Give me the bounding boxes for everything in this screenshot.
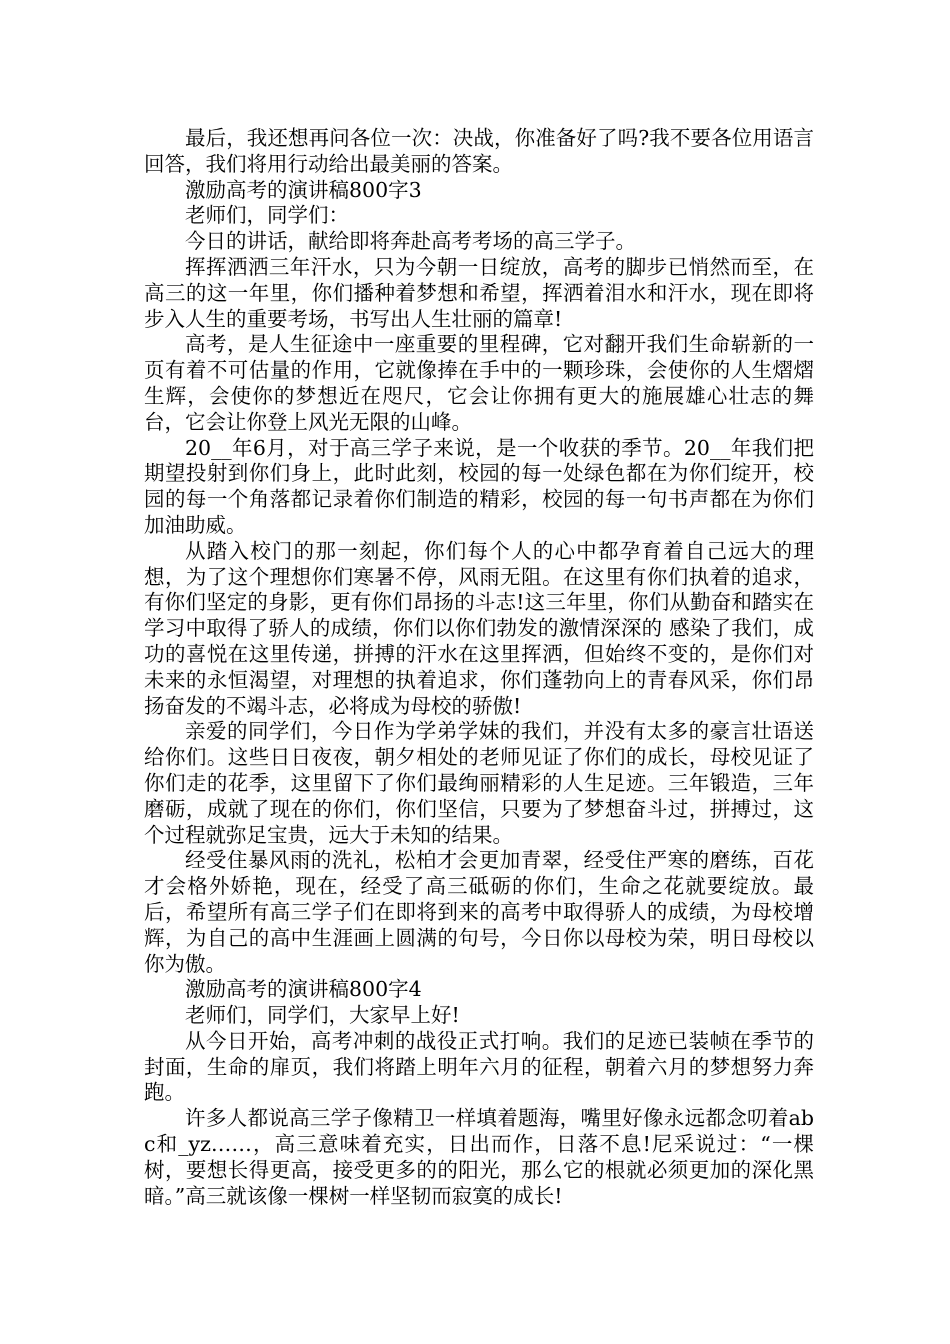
paragraph-ideals: 从踏入校门的那一刻起，你们每个人的心中都孕育着自己远大的理想，为了这个理想你们寒暑不停，风雨无阻。在这里有你们执着的追求，有你们坚定的身影，更有你们昂扬的斗志!这三年里，你们从勤奋和踏实在学习中取得了骄人的成绩，你们以你们勃发的激情深深的 感染了我们，成功的喜悦在这里传递，拼搏的汗水在这里挥洒，但始终不变的，是你们对未来的永恒渴望，对理想的执着追求，你们蓬勃向上的青春风采，你们昂扬奋发的不竭斗志，必将成为母校的骄傲! [144, 538, 814, 718]
paragraph-storm-baptism: 经受住暴风雨的洗礼，松柏才会更加青翠，经受住严寒的磨练，百花才会格外娇艳，现在，经受了高三砥砺的你们，生命之花就要绽放。最后，希望所有高三学子们在即将到来的高考中取得骄人的成绩，为母校增辉，为自己的高中生涯画上圆满的句号，今日你以母校为荣，明日母校以你为傲。 [144, 848, 814, 976]
paragraph-three-years: 挥挥洒洒三年汗水，只为今朝一日绽放，高考的脚步已悄然而至，在高三的这一年里，你们播种着梦想和希望，挥洒着泪水和汗水，现在即将步入人生的重要考场，书写出人生壮丽的篇章! [144, 254, 814, 331]
document-body [144, 126, 814, 1209]
salutation-3: 老师们，同学们： [185, 203, 349, 228]
paragraph-dear-classmates: 亲爱的同学们，今日作为学弟学妹的我们，并没有太多的豪言壮语送给你们。这些日日夜夜，朝夕相处的老师见证了你们的成长，母校见证了你们走的花季，这里留下了你们最绚丽精彩的人生足迹。三年锻造，三年磨砺，成就了现在的你们，你们坚信，只要为了梦想奋斗过，拼搏过，这个过程就弥足宝贵，远大于未知的结果。 [144, 719, 814, 847]
salutation-4: 老师们，同学们，大家早上好! [185, 1003, 460, 1028]
paragraph-sprint-begins: 从今日开始，高考冲刺的战役正式打响。我们的足迹已装帧在季节的封面，生命的扉页，我们将踏上明年六月的征程，朝着六月的梦想努力奔跑。 [144, 1028, 814, 1105]
paragraph-senior-year-tree: 许多人都说高三学子像精卫一样填着题海，嘴里好像永远都念叨着abc和_yz……，高三意味着充实，日出而作，日落不息!尼采说过：“一棵树，要想长得更高，接受更多的的阳光，那么它的根就必须更加的深化黑暗。”高三就该像一棵树一样坚韧而寂寞的成长! [144, 1106, 814, 1208]
paragraph-june-harvest: 20__年6月，对于高三学子来说，是一个收获的季节。20__年我们把期望投射到你们身上，此时此刻，校园的每一处绿色都在为你们绽开，校园的每一个角落都记录着你们制造的精彩，校园的每一句书声都在为你们加油助威。 [144, 435, 814, 537]
paragraph-dedication: 今日的讲话，献给即将奔赴高考考场的高三学子。 [185, 229, 636, 254]
paragraph-milestone: 高考，是人生征途中一座重要的里程碑，它对翻开我们生命崭新的一页有着不可估量的作用，它就像捧在手中的一颗珍珠，会使你的人生熠熠生辉，会使你的梦想近在咫尺，它会让你拥有更大的施展雄心壮志的舞台，它会让你登上风光无限的山峰。 [144, 332, 814, 434]
section-heading-3: 激励高考的演讲稿800字3 [185, 177, 422, 202]
paragraph-closing-question: 最后，我还想再问各位一次：决战，你准备好了吗?我不要各位用语言回答，我们将用行动给出最美丽的答案。 [144, 126, 814, 176]
section-heading-4: 激励高考的演讲稿800字4 [185, 977, 422, 1002]
